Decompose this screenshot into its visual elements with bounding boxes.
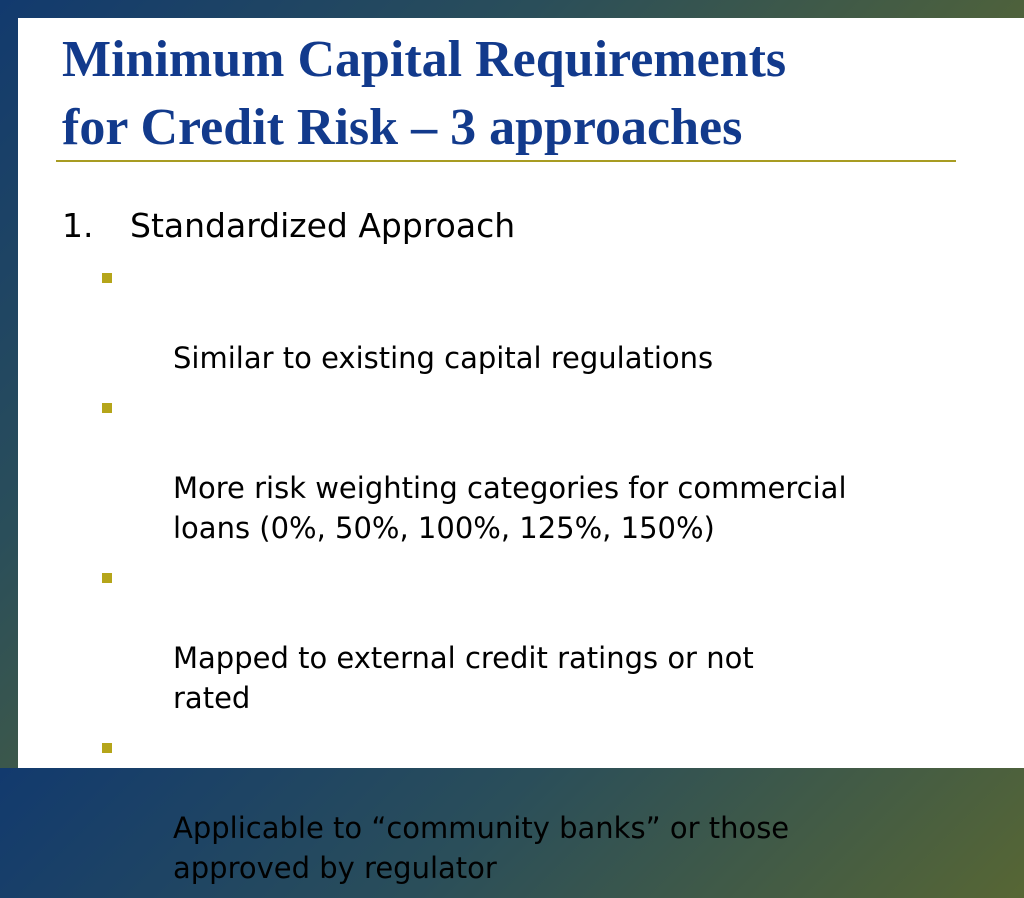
bullet-item-4 [62, 728, 982, 888]
square-bullet-icon [102, 573, 112, 583]
bullet-text: Mapped to external credit ratings or not rated [173, 641, 754, 715]
bullet-text: More risk weighting categories for commercial loans (0%, 50%, 100%, 125%, 150%) [173, 471, 847, 545]
bullet-item-1 [62, 258, 982, 378]
heading-text: Standardized Approach [130, 206, 516, 245]
slide-body [62, 204, 982, 898]
title-line-2: for Credit Risk – 3 approaches [62, 99, 743, 156]
slide-title [62, 26, 962, 162]
bullet-text: Similar to existing capital regulations [173, 341, 714, 375]
numbered-heading [62, 204, 982, 248]
square-bullet-icon [102, 743, 112, 753]
square-bullet-icon [102, 273, 112, 283]
square-bullet-icon [102, 403, 112, 413]
bullet-text: Applicable to “community banks” or those approved by regulator [173, 811, 790, 885]
bullet-list [62, 258, 982, 888]
bullet-item-2 [62, 388, 982, 548]
title-line-1: Minimum Capital Requirements [62, 31, 787, 88]
heading-number: 1. [62, 206, 94, 245]
bullet-item-3 [62, 558, 982, 718]
title-underline [56, 160, 956, 162]
slide [18, 18, 1024, 885]
